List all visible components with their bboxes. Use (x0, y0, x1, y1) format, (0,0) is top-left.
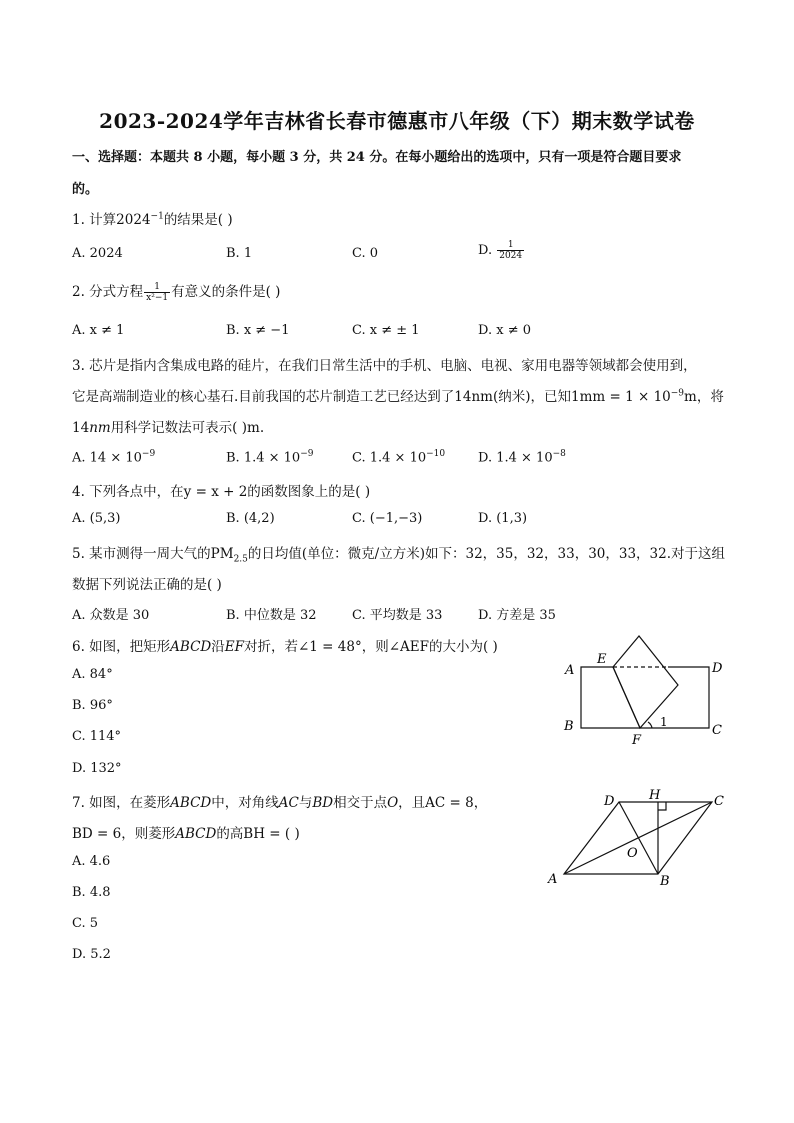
label-c: C (714, 794, 724, 809)
q4-option-c: C. (−1,−3) (352, 511, 423, 526)
q3-option-b-exp: −9 (300, 449, 314, 459)
q3-option-a-base: A. 14 × 10 (72, 450, 142, 466)
q7-rhombus-figure (540, 785, 730, 895)
label-c: C (712, 723, 722, 738)
q3-line-2 (72, 385, 724, 405)
q6-option-b: B. 96° (72, 698, 113, 713)
q7-line-2-text: BD = 6，则菱形 (72, 826, 176, 842)
label-h: H (649, 788, 661, 803)
q6-text-c: 对折，若∠1 = 48°，则∠AEF的大小为( ) (243, 639, 498, 655)
label-a: A (565, 663, 575, 678)
question-6 (72, 635, 498, 655)
q5-option-c: C. 平均数是 33 (352, 608, 443, 623)
q3-option-b (226, 449, 313, 465)
diagonal-bd-line (619, 802, 658, 874)
q1-prefix: 1. 计算 (72, 212, 117, 228)
q1-option-d-denominator: 2024 (499, 251, 523, 261)
right-angle-mark (658, 802, 666, 810)
q1-exponent: −1 (150, 211, 164, 222)
page-title: 2023-2024学年吉林省长春市德惠市八年级（下）期末数学试卷 (99, 109, 695, 133)
q1-option-b: B. 1 (226, 246, 253, 261)
q7-diagonal-ac: AC (278, 795, 299, 811)
q1-option-d-numerator: 1 (497, 240, 524, 251)
q3-option-a (72, 449, 155, 465)
q1-base: 2024 (116, 212, 151, 228)
q3-option-c-exp: −10 (426, 449, 446, 459)
q5-pm-subscript: 2.5 (233, 554, 248, 565)
label-d: D (604, 794, 615, 809)
q3-line-3-unit: nm (89, 420, 111, 436)
folded-part (613, 636, 678, 728)
q3-option-a-exp: −9 (141, 449, 156, 459)
q3-line-2-text: 它是高端制造业的核心基石.目前我国的芯片制造工艺已经达到了14nm(纳米)，已知1mm = 1 × 10 (72, 389, 671, 405)
q5-line-1 (72, 542, 725, 565)
section-heading-continued: 的。 (72, 182, 99, 197)
question-2 (72, 280, 280, 303)
q6-fold-figure (555, 630, 735, 750)
question-1 (72, 208, 233, 228)
q7-option-a: A. 4.6 (72, 854, 111, 869)
q1-option-d-label: D. (478, 243, 497, 258)
q6-rect-name: ABCD (170, 639, 212, 655)
label-f: F (632, 733, 642, 748)
q7-text-b: 中，对角线 (211, 795, 279, 811)
q2-numerator: 1 (144, 282, 170, 293)
q2-denominator: x²−1 (146, 293, 169, 303)
q3-option-c (352, 449, 445, 465)
q7-text-a: 7. 如图，在菱形 (72, 795, 171, 811)
q2-suffix: 有意义的条件是( ) (171, 284, 281, 300)
question-4: 4. 下列各点中，在y = x + 2的函数图象上的是( ) (72, 484, 371, 500)
q3-line-2-exponent: −9 (670, 388, 685, 399)
q5-line-1-end: 的日均值(单位：微克/立方米)如下：32，35，32，33，30，33，32.对于这组 (247, 546, 726, 562)
q2-option-d: D. x ≠ 0 (478, 323, 531, 338)
q7-option-c: C. 5 (72, 916, 99, 931)
q3-option-d-exp: −8 (552, 449, 566, 459)
q7-rhombus-name-2: ABCD (175, 826, 217, 842)
q2-option-c: C. x ≠ ± 1 (352, 323, 420, 338)
q7-diagonal-bd: BD (312, 795, 334, 811)
q5-option-a: A. 众数是 30 (72, 608, 150, 623)
section-heading: 一、选择题：本题共 8 小题，每小题 3 分，共 24 分。在每小题给出的选项中，只有一项是符合题目要求 (72, 150, 682, 165)
label-o: O (627, 846, 638, 861)
q5-line-1-text: 5. 某市测得一周大气的PM (72, 546, 234, 562)
q4-option-b: B. (4,2) (226, 511, 275, 526)
q6-text-b: 沿 (211, 639, 225, 655)
q3-line-3-text: 用科学记数法可表示( )m. (110, 420, 265, 436)
label-b: B (660, 874, 670, 889)
q3-line-2-end: m，将 (684, 389, 724, 405)
q6-option-c: C. 114° (72, 729, 122, 744)
q3-line-3 (72, 416, 264, 436)
q1-option-c: C. 0 (352, 246, 379, 261)
label-e: E (597, 652, 607, 667)
rectangle-outline (581, 667, 709, 728)
q2-option-b: B. x ≠ −1 (226, 323, 290, 338)
q3-option-b-base: B. 1.4 × 10 (226, 450, 301, 466)
q3-option-c-base: C. 1.4 × 10 (352, 450, 427, 466)
q5-line-2: 数据下列说法正确的是( ) (72, 577, 222, 593)
q4-option-d: D. (1,3) (478, 511, 528, 526)
q3-line-1: 3. 芯片是指内含集成电路的硅片，在我们日常生活中的手机、电脑、电视、家用电器等领域都会使用到， (72, 358, 697, 374)
q6-option-d: D. 132° (72, 761, 122, 776)
q1-option-a: A. 2024 (72, 246, 123, 261)
q7-line-1 (72, 791, 487, 811)
angle-1-arc (648, 722, 652, 728)
q6-fold-line-name: EF (224, 639, 244, 655)
q7-line-2-end: 的高BH = ( ) (216, 826, 300, 842)
q7-point-o: O (387, 795, 399, 811)
q1-option-d (478, 240, 525, 261)
q7-option-d: D. 5.2 (72, 947, 111, 962)
q7-option-b: B. 4.8 (72, 885, 111, 900)
q3-line-3-number: 14 (72, 420, 90, 436)
q7-text-e: ，且AC = 8， (398, 795, 488, 811)
q7-text-c: 与 (298, 795, 313, 811)
q1-suffix: 的结果是( ) (163, 212, 233, 228)
q6-text-a: 6. 如图，把矩形 (72, 639, 171, 655)
label-b: B (564, 719, 574, 734)
label-a: A (548, 872, 558, 887)
q4-option-a: A. (5,3) (72, 511, 121, 526)
q2-option-a: A. x ≠ 1 (72, 323, 125, 338)
q3-option-d (478, 449, 566, 465)
q7-text-d: 相交于点 (333, 795, 388, 811)
q7-rhombus-name: ABCD (170, 795, 212, 811)
q5-option-b: B. 中位数是 32 (226, 608, 317, 623)
q7-line-2 (72, 822, 300, 842)
q2-prefix: 2. 分式方程 (72, 284, 144, 300)
label-d: D (712, 661, 723, 676)
label-angle-1: 1 (660, 715, 668, 729)
q3-option-d-base: D. 1.4 × 10 (478, 450, 553, 466)
q5-option-d: D. 方差是 35 (478, 608, 556, 623)
q6-option-a: A. 84° (72, 667, 113, 682)
